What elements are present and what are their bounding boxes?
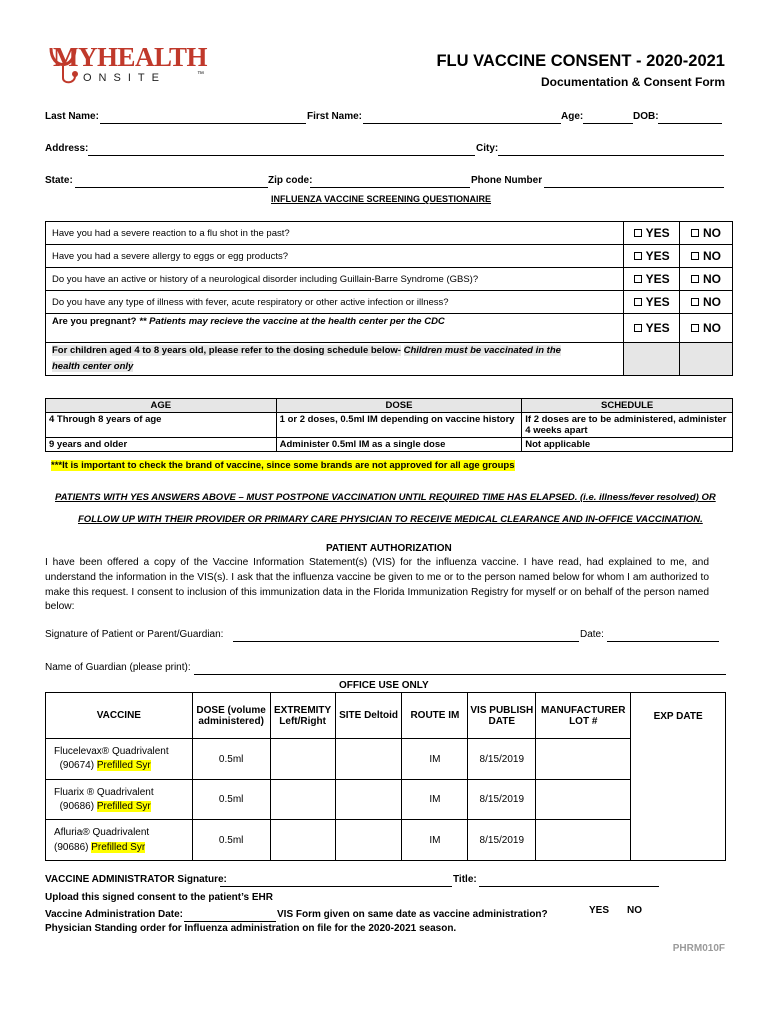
checkbox-icon [691, 324, 699, 332]
checkbox-icon [691, 252, 699, 260]
no-checkbox[interactable]: NO [680, 291, 733, 314]
yes-checkbox[interactable]: YES [624, 268, 680, 291]
route-cell: IM [402, 820, 468, 861]
admin-signature-field[interactable] [220, 886, 452, 887]
address-field[interactable] [88, 155, 475, 156]
screening-row [46, 268, 733, 291]
age-label: Age: [561, 111, 584, 122]
city-label: City: [476, 143, 499, 154]
authorization-text: I have been offered a copy of the Vaccine Information Statement(s) (VIS) for the influenza vaccine. I have read, had explained to me, and understand the information in the VIS(s). I ask that the influenza vaccine be given to me or to the person named below for whom I am authorized to make this request. I consent to inclusion of this immunization data in the Florida Immunization Registry for myself or on behalf of the person named below: [45, 557, 709, 613]
office-use-heading: OFFICE USE ONLY [339, 680, 429, 691]
lot-cell[interactable] [536, 820, 631, 861]
screening-row [46, 222, 733, 245]
phone-field[interactable] [544, 187, 724, 188]
dob-field[interactable] [658, 123, 722, 124]
logo-bottom: ONSITE [83, 72, 166, 84]
guardian-label: Name of Guardian (please print): [45, 662, 191, 673]
extremity-header: EXTREMITY Left/Right [270, 693, 335, 739]
question-text: Have you had a severe reaction to a flu shot in the past? [46, 222, 624, 245]
state-label: State: [45, 175, 73, 186]
vaccine-name-cell: Fluarix ® Quadrivalent (90686) Prefilled Syr [46, 780, 193, 820]
screening-heading: INFLUENZA VACCINE SCREENING QUESTIONAIRE [271, 194, 492, 204]
age-cell: 9 years and older [46, 438, 277, 452]
vaccine-name-cell: Afluria® Quadrivalent (90686) Prefilled Syr [46, 820, 193, 861]
schedule-header: SCHEDULE [522, 399, 733, 413]
table-row [46, 438, 733, 452]
screening-row [46, 245, 733, 268]
zip-field[interactable] [310, 187, 470, 188]
upload-note: Upload this signed consent to the patient’s EHR [45, 892, 273, 903]
admin-signature-label: VACCINE ADMINISTRATOR Signature: [45, 874, 227, 885]
checkbox-icon [691, 298, 699, 306]
form-code: PHRM010F [672, 943, 725, 954]
age-header: AGE [46, 399, 277, 413]
dose-cell: Administer 0.5ml IM as a single dose [276, 438, 522, 452]
question-text: Do you have an active or history of a neurological disorder including Guillain-Barre Syndrome (GBS)? [46, 268, 624, 291]
signature-label: Signature of Patient or Parent/Guardian: [45, 629, 224, 640]
zip-label: Zip code: [268, 175, 313, 186]
vis-date-cell: 8/15/2019 [468, 820, 536, 861]
city-field[interactable] [498, 155, 724, 156]
no-checkbox[interactable]: NO [680, 268, 733, 291]
shaded-cell [624, 343, 680, 376]
extremity-cell[interactable] [270, 739, 335, 780]
age-cell: 4 Through 8 years of age [46, 413, 277, 438]
yes-checkbox[interactable]: YES [624, 222, 680, 245]
vaccine-name-cell: Flucelevax® Quadrivalent (90674) Prefilled Syr [46, 739, 193, 780]
checkbox-icon [634, 229, 642, 237]
table-row [46, 739, 726, 780]
admin-title-label: Title: [453, 874, 477, 885]
authorization-heading: PATIENT AUTHORIZATION [326, 543, 452, 554]
standing-order-note: Physician Standing order for Influenza administration on file for the 2020-2021 season. [45, 923, 457, 934]
first-name-field[interactable] [363, 123, 561, 124]
last-name-field[interactable] [100, 123, 306, 124]
dose-cell: 1 or 2 doses, 0.5ml IM depending on vaccine history [276, 413, 522, 438]
screening-row [46, 314, 733, 343]
vis-given-no[interactable]: NO [627, 905, 642, 916]
brand-note: ***It is important to check the brand of vaccine, since some brands are not approved for all age groups [51, 460, 515, 471]
postpone-notice-2: FOLLOW UP WITH THEIR PROVIDER OR PRIMARY CARE PHYSICIAN TO RECEIVE MEDICAL CLEARANCE AND IN-OFFICE VACCINATION. [78, 514, 703, 525]
table-row [46, 413, 733, 438]
shaded-cell [680, 343, 733, 376]
state-field[interactable] [75, 187, 268, 188]
no-checkbox[interactable]: NO [680, 245, 733, 268]
extremity-cell[interactable] [270, 780, 335, 820]
question-text: Have you had a severe allergy to eggs or egg products? [46, 245, 624, 268]
schedule-cell: If 2 doses are to be administered, administer 4 weeks apart [522, 413, 733, 438]
checkbox-icon [634, 298, 642, 306]
first-name-label: First Name: [307, 111, 363, 122]
signature-field[interactable] [233, 641, 579, 642]
site-cell[interactable] [335, 780, 402, 820]
screening-row [46, 291, 733, 314]
dose-cell: 0.5ml [192, 820, 270, 861]
dob-label: DOB: [633, 111, 659, 122]
address-label: Address: [45, 143, 89, 154]
yes-checkbox[interactable]: YES [624, 314, 680, 343]
admin-date-field[interactable] [184, 921, 276, 922]
last-name-label: Last Name: [45, 111, 99, 122]
vis-given-yes[interactable]: YES [589, 905, 610, 916]
table-row [46, 780, 726, 820]
lot-cell[interactable] [536, 739, 631, 780]
site-header: SITE Deltoid [335, 693, 402, 739]
logo-top: MYHEALTH [53, 42, 208, 72]
date-field[interactable] [607, 641, 719, 642]
admin-date-label: Vaccine Administration Date: [45, 909, 183, 920]
checkbox-icon [634, 252, 642, 260]
admin-title-field[interactable] [479, 886, 659, 887]
question-text: Do you have any type of illness with fever, acute respiratory or other active infection or illness? [46, 291, 624, 314]
manufacturer-header: MANUFACTURER LOT # [536, 693, 631, 739]
dose-header: DOSE [276, 399, 522, 413]
table-row [46, 820, 726, 861]
vis-header: VIS PUBLISH DATE [468, 693, 536, 739]
checkbox-icon [691, 275, 699, 283]
route-cell: IM [402, 780, 468, 820]
route-cell: IM [402, 739, 468, 780]
vis-date-cell: 8/15/2019 [468, 780, 536, 820]
no-checkbox[interactable]: NO [680, 222, 733, 245]
office-table [45, 692, 726, 861]
dose-cell: 0.5ml [192, 780, 270, 820]
pregnant-question: Are you pregnant? ** Patients may recieve the vaccine at the health center per the CDC [46, 314, 624, 343]
logo-tm: ™ [197, 71, 204, 78]
yes-checkbox[interactable]: YES [624, 245, 680, 268]
age-field[interactable] [583, 123, 633, 124]
guardian-field[interactable] [194, 674, 726, 675]
vaccine-header: VACCINE [46, 693, 193, 739]
dose-header: DOSE (volume administered) [192, 693, 270, 739]
form-title: FLU VACCINE CONSENT - 2020-2021 [436, 52, 725, 70]
checkbox-icon [634, 324, 642, 332]
date-label: Date: [580, 629, 604, 640]
vis-date-cell: 8/15/2019 [468, 739, 536, 780]
children-note-row [46, 343, 733, 376]
schedule-cell: Not applicable [522, 438, 733, 452]
lot-cell[interactable] [536, 780, 631, 820]
site-cell[interactable] [335, 739, 402, 780]
route-header: ROUTE IM [402, 693, 468, 739]
dosing-table [45, 398, 733, 452]
yes-checkbox[interactable]: YES [624, 291, 680, 314]
site-cell[interactable] [335, 820, 402, 861]
exp-date-header: EXP DATE [631, 693, 726, 861]
children-note: For children aged 4 to 8 years old, please refer to the dosing schedule below- Children must be vaccinated in the health center only [46, 343, 624, 376]
logo [45, 40, 215, 92]
vis-given-label: VIS Form given on same date as vaccine administration? [277, 909, 548, 920]
postpone-notice-1: PATIENTS WITH YES ANSWERS ABOVE – MUST POSTPONE VACCINATION UNTIL REQUIRED TIME HAS ELAPSED. (i.e. illness/fever resolved) OR [55, 492, 716, 503]
checkbox-icon [691, 229, 699, 237]
checkbox-icon [634, 275, 642, 283]
phone-label: Phone Number [471, 175, 543, 186]
screening-table [45, 221, 733, 376]
dose-cell: 0.5ml [192, 739, 270, 780]
no-checkbox[interactable]: NO [680, 314, 733, 343]
form-subtitle: Documentation & Consent Form [540, 75, 725, 89]
extremity-cell[interactable] [270, 820, 335, 861]
